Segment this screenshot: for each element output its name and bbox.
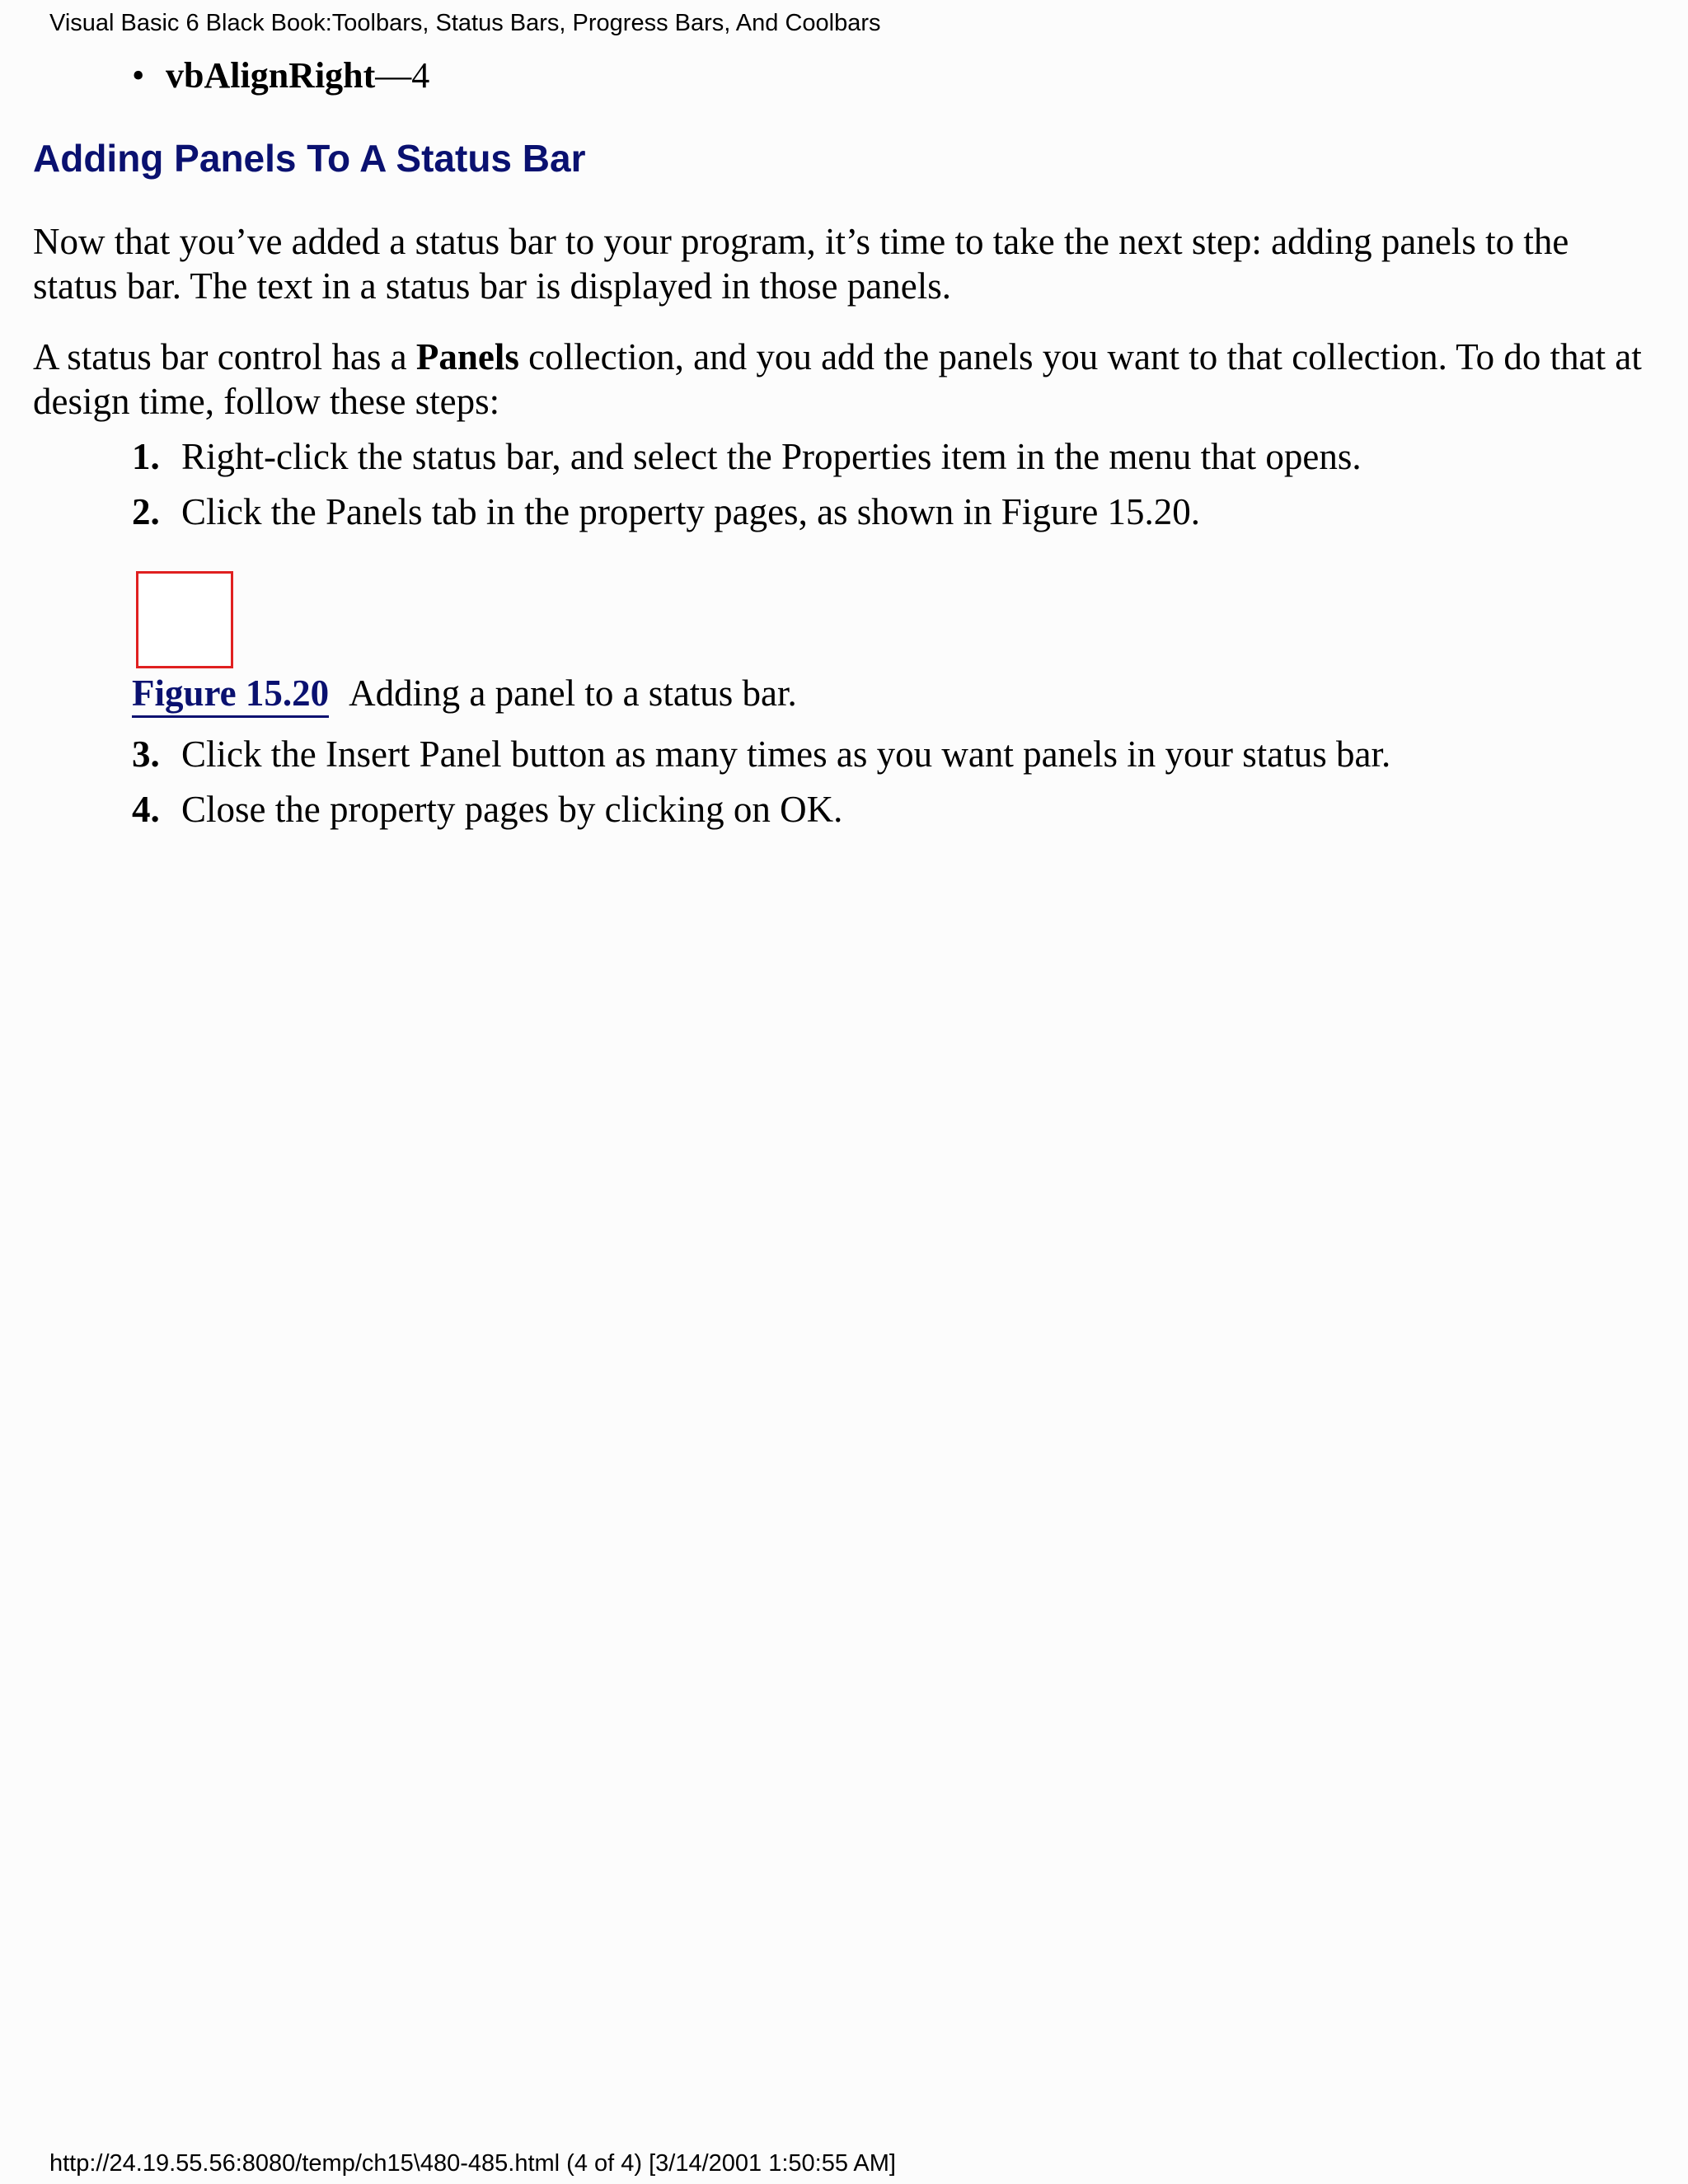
- paragraph-panels-text-2: collection, and you add the panels you want to that collection. To do that at design time, follow these steps:: [33, 336, 1642, 422]
- paragraph-panels: [33, 335, 1657, 424]
- step-item: [132, 435, 1362, 478]
- section-heading: Adding Panels To A Status Bar: [33, 137, 586, 180]
- step-item: [132, 788, 842, 831]
- figure-link[interactable]: Figure 15.20: [132, 673, 329, 718]
- step-number: 2.: [132, 491, 160, 532]
- step-text: Click the Insert Panel button as many times as you want panels in your status bar.: [181, 733, 1391, 775]
- bullet-item: [132, 54, 429, 96]
- panels-keyword: Panels: [415, 336, 519, 377]
- bullet-marker: •: [132, 55, 145, 96]
- figure-caption-text: Adding a panel to a status bar.: [349, 673, 797, 714]
- paragraph-intro: Now that you’ve added a status bar to your program, it’s time to take the next step: adding panels to the status bar. The text in a status bar is displayed in those panels.: [33, 221, 1569, 307]
- bullet-value: —4: [375, 55, 430, 96]
- step-text: Close the property pages by clicking on OK.: [181, 789, 843, 830]
- step-number: 1.: [132, 436, 160, 477]
- page-footer-url: http://24.19.55.56:8080/temp/ch15\480-485.html (4 of 4) [3/14/2001 1:50:55 AM]: [49, 2150, 896, 2177]
- step-text: Right-click the status bar, and select the Properties item in the menu that opens.: [181, 436, 1362, 477]
- step-text: Click the Panels tab in the property pages, as shown in Figure 15.20.: [181, 491, 1201, 532]
- step-number: 3.: [132, 733, 160, 775]
- figure-image-placeholder[interactable]: [136, 571, 233, 668]
- step-item: [132, 490, 1200, 533]
- bullet-term: vbAlignRight: [166, 55, 376, 96]
- figure-caption: [132, 672, 797, 715]
- step-item: [132, 733, 1390, 776]
- step-number: 4.: [132, 789, 160, 830]
- paragraph-panels-text-1: A status bar control has a: [33, 336, 416, 377]
- page-header: Visual Basic 6 Black Book:Toolbars, Status Bars, Progress Bars, And Coolbars: [49, 10, 881, 36]
